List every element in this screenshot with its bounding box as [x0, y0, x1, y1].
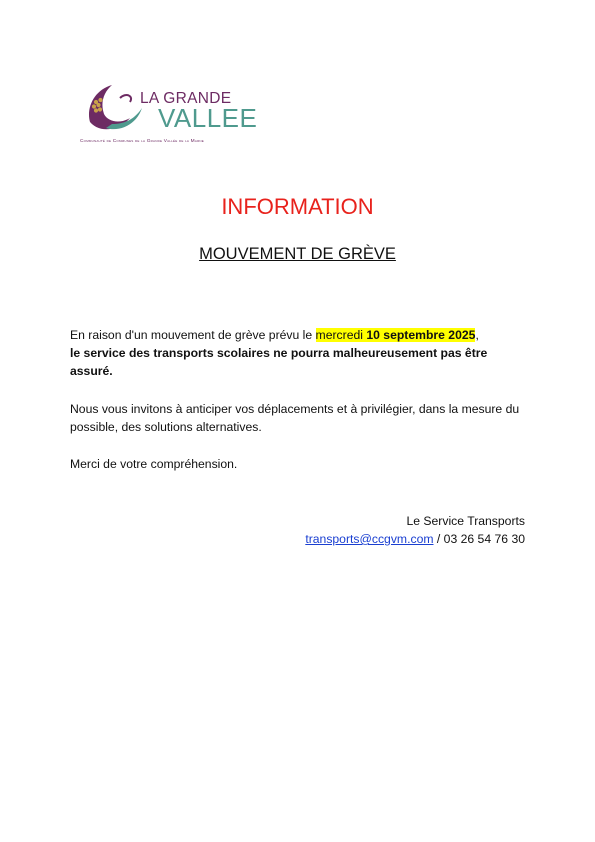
logo-line2: VALLEE [158, 103, 258, 133]
logo [80, 80, 260, 150]
p1-prefix: En raison d'un mouvement de grève prévu le [70, 328, 316, 342]
paragraph-strike-notice [70, 326, 530, 380]
phone-number: 03 26 54 76 30 [443, 532, 525, 546]
paragraph-advice: Nous vous invitons à anticiper vos déplacements et à privilégier, dans la mesure du possible, des solutions alternatives. [70, 402, 520, 434]
highlight-day: mercredi [315, 328, 367, 342]
email-link[interactable]: transports@ccgvm.com [305, 532, 434, 546]
p1-rest: le service des transports scolaires ne pourra malheureusement pas être assuré. [70, 346, 488, 378]
page-subtitle: MOUVEMENT DE GRÈVE [199, 245, 396, 263]
logo-emblem-icon [80, 80, 160, 140]
page-title: INFORMATION [221, 194, 374, 219]
signature-contact [225, 530, 525, 548]
paragraph-thanks: Merci de votre compréhension. [70, 457, 238, 471]
logo-line1: LA GRANDE [140, 90, 232, 107]
p1-comma: , [475, 328, 479, 342]
logo-tagline: Communauté de Communes de la Grande Vallée de la Marne [80, 139, 204, 144]
signature-service: Le Service Transports [406, 514, 525, 528]
contact-separator: / [433, 532, 444, 546]
highlighted-date [315, 328, 479, 342]
highlight-date-value: 10 septembre 2025 [366, 328, 476, 342]
